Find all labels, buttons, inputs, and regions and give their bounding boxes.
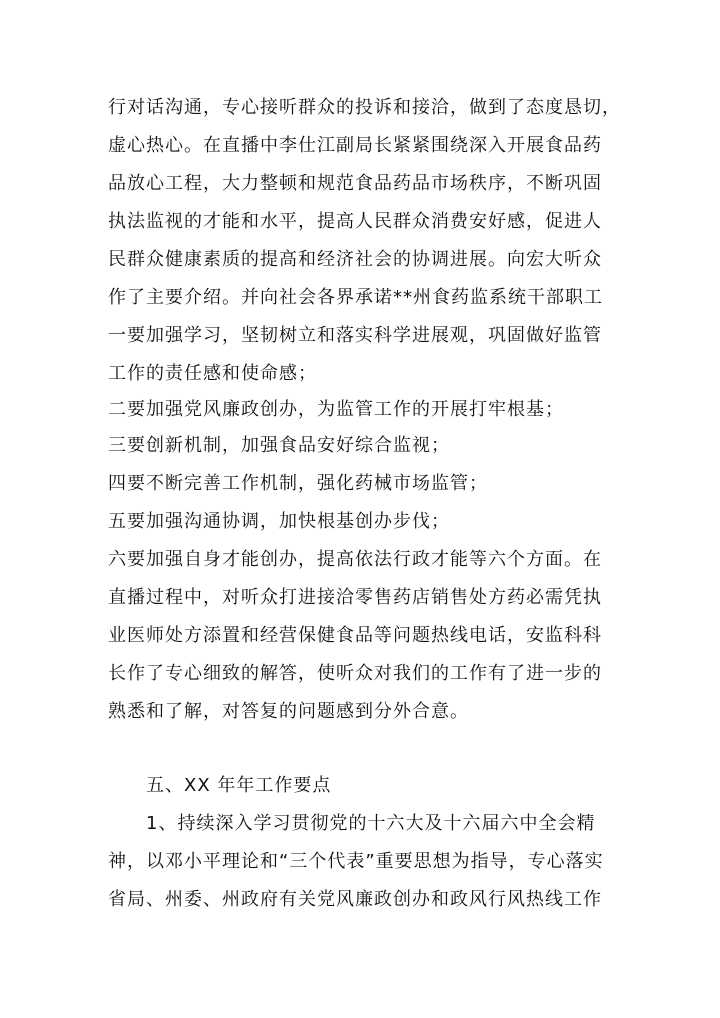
text-line: 品放心工程，大力整顿和规范食品药品市场秩序，不断巩固 bbox=[108, 173, 602, 194]
list-item: 四要不断完善工作机制，强化药械市场监管； bbox=[108, 473, 488, 494]
text-line: 直播过程中，对听众打进接洽零售药店销售处方药必需凭执 bbox=[108, 587, 602, 608]
text-line: 业医师处方添置和经营保健食品等问题热线电话，安监科科 bbox=[108, 625, 602, 646]
text-line: 虚心热心。在直播中李仕江副局长紧紧围绕深入开展食品药 bbox=[108, 135, 602, 156]
text-line: 工作的责任感和使命感； bbox=[108, 363, 317, 384]
text-line: 作了主要介绍。并向社会各界承诺**州食药监系统干部职工 bbox=[108, 287, 603, 308]
list-item: 三要创新机制，加强食品安好综合监视； bbox=[108, 435, 450, 456]
text-line: 1、持续深入学习贯彻党的十六大及十六届六中全会精 bbox=[146, 813, 596, 834]
text-line: 长作了专心细致的解答，使听众对我们的工作有了进一步的 bbox=[108, 663, 602, 684]
text-line: 神，以邓小平理论和“三个代表”重要思想为指导，专心落实 bbox=[108, 851, 604, 872]
list-item: 二要加强党风廉政创办，为监管工作的开展打牢根基； bbox=[108, 399, 564, 420]
text-line: 熟悉和了解，对答复的问题感到分外合意。 bbox=[108, 701, 469, 722]
section-heading: 五、XX 年年工作要点 bbox=[146, 775, 332, 796]
text-line: 执法监视的才能和水平，提高人民群众消费安好感，促进人 bbox=[108, 211, 602, 232]
text-line: 行对话沟通，专心接听群众的投诉和接洽，做到了态度恳切， bbox=[108, 97, 621, 118]
text-line: 民群众健康素质的提高和经济社会的协调进展。向宏大听众 bbox=[108, 249, 602, 270]
text-line: 省局、州委、州政府有关党风廉政创办和政风行风热线工作 bbox=[108, 889, 602, 910]
text-line: 一要加强学习，坚韧树立和落实科学进展观，巩固做好监管 bbox=[108, 325, 602, 346]
list-item: 六要加强自身才能创办，提高依法行政才能等六个方面。在 bbox=[108, 549, 602, 570]
list-item: 五要加强沟通协调，加快根基创办步伐； bbox=[108, 511, 450, 532]
